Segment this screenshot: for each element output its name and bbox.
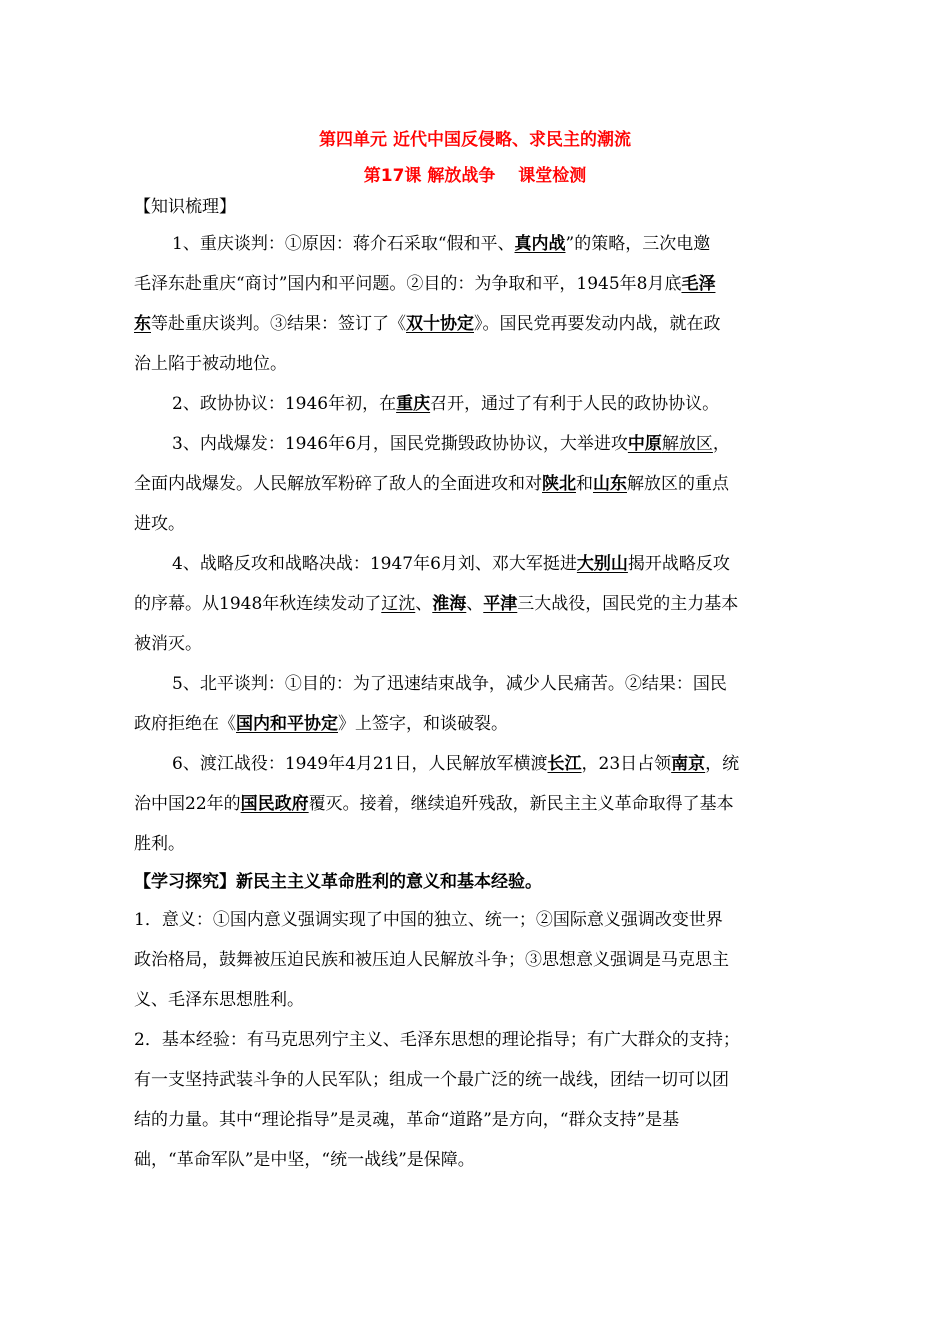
explore-p2-line2: 有一支坚持武装斗争的人民军队；组成一个最广泛的统一战线，团结一切可以团 (134, 1070, 729, 1090)
item1-line3: 东等赴重庆谈判。③结果：签订了《双十协定》。国民党再要发动内战，就在政 (134, 314, 721, 334)
keyword-shaanbei: 陕北 (542, 474, 576, 494)
explore-p2-line1: 2．基本经验：有马克思列宁主义、毛泽东思想的理论指导；有广大群众的支持； (134, 1030, 740, 1050)
explore-p2-line4: 础，“革命军队”是中坚，“统一战线”是保障。 (134, 1150, 475, 1170)
item6-line1: 6、渡江战役：1949年4月21日，人民解放军横渡长江，23日占领南京，统 (172, 754, 740, 774)
item5-line2: 政府拒绝在《国内和平协定》上签字，和谈破裂。 (134, 714, 508, 734)
item3-line2: 全面内战爆发。人民解放军粉碎了敌人的全面进攻和对陕北和山东解放区的重点 (134, 474, 729, 494)
keyword-mao-part1: 毛泽 (681, 274, 716, 294)
unit-title: 第四单元 近代中国反侵略、求民主的潮流 (319, 130, 631, 150)
knowledge-heading: 【知识梳理】 (134, 197, 236, 217)
explore-p1-line2: 政治格局，鼓舞被压迫民族和被压迫人民解放斗争；③思想意义强调是马克思主 (134, 950, 729, 970)
item4-line1: 4、战略反攻和战略决战：1947年6月刘、邓大军挺进大别山揭开战略反攻 (172, 554, 730, 574)
item4-line2: 的序幕。从1948年秋连续发动了辽沈、淮海、平津三大战役，国民党的主力基本 (134, 594, 739, 614)
item1-line2: 毛泽东赴重庆“商讨”国内和平问题。②目的：为争取和平，1945年8月底毛泽 (134, 274, 716, 294)
item4-line3: 被消灭。 (134, 634, 202, 654)
item3-line3: 进攻。 (134, 514, 185, 534)
explore-topic: 新民主主义革命胜利的意义和基本经验。 (236, 872, 542, 892)
explore-p1-line1: 1．意义：①国内意义强调实现了中国的独立、统一；②国际意义强调改变世界 (134, 910, 723, 930)
keyword-mao-part2: 东 (134, 314, 151, 334)
item6-line3: 胜利。 (134, 834, 185, 854)
lesson-title: 第17课 解放战争 课堂检测 (363, 166, 587, 186)
keyword-huaihai: 淮海 (432, 594, 467, 614)
keyword-pingjin: 平津 (483, 594, 518, 614)
keyword-peace-agreement: 国内和平协定 (236, 714, 338, 734)
item6-line2: 治中国22年的国民政府覆灭。接着，继续追歼残敌，新民主主义革命取得了基本 (134, 794, 734, 814)
item5-line1: 5、北平谈判：①目的：为了迅速结束战争，减少人民痛苦。②结果：国民 (172, 674, 727, 694)
keyword-dabie-mountains: 大别山 (576, 554, 628, 574)
keyword-chongqing: 重庆 (396, 394, 431, 414)
item3-line1: 3、内战爆发：1946年6月，国民党撕毁政协协议，大举进攻中原解放区， (172, 434, 730, 454)
keyword-true-civil-war: 真内战 (514, 234, 566, 254)
keyword-liaoshen: 辽沈 (381, 594, 416, 614)
keyword-nanjing: 南京 (671, 754, 706, 774)
explore-heading-line (134, 870, 542, 894)
keyword-yangtze: 长江 (547, 754, 582, 774)
keyword-shandong: 山东 (593, 474, 627, 494)
keyword-central-plains: 中原 (627, 434, 662, 454)
explore-p2-line3: 结的力量。其中“理论指导”是灵魂，革命“道路”是方向，“群众支持”是基 (134, 1110, 680, 1130)
item2-line1: 2、政协协议：1946年初，在重庆召开，通过了有利于人民的政协协议。 (172, 394, 720, 414)
explore-p1-line3: 义、毛泽东思想胜利。 (134, 990, 304, 1010)
explore-heading: 【学习探究】 (134, 872, 236, 892)
item1-line1: 1、重庆谈判：①原因：蒋介石采取“假和平、真内战”的策略，三次电邀 (172, 234, 711, 254)
item1-line4: 治上陷于被动地位。 (134, 354, 287, 374)
keyword-double-ten-agreement: 双十协定 (406, 314, 474, 334)
keyword-national-government: 国民政府 (240, 794, 309, 814)
